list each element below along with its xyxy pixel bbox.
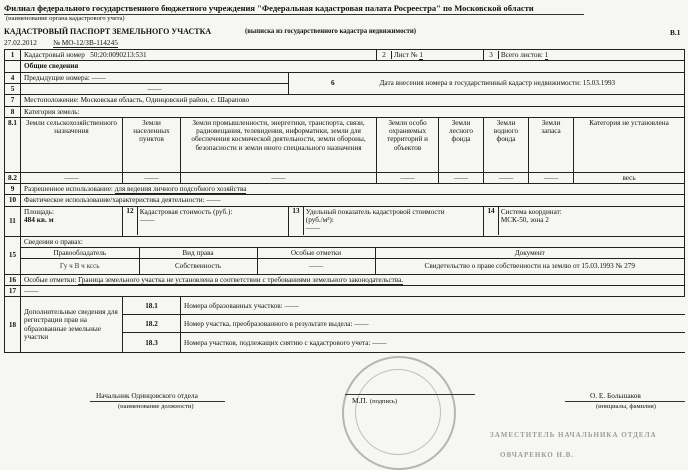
- land-category-label: Категория земель:: [21, 106, 685, 117]
- row1-num: 1: [5, 50, 21, 61]
- coord-system-label: Система координат:: [500, 207, 562, 216]
- rights-type: Собственность: [139, 259, 257, 274]
- rights-marks: ——: [257, 259, 375, 274]
- cadastral-value-label: Кадастровая стоимость (руб.):: [139, 207, 233, 216]
- rights-label: Сведения о правах:: [24, 237, 83, 246]
- row5-num: 5: [5, 83, 21, 94]
- faint-deputy-stamp: ЗАМЕСТИТЕЛЬ НАЧАЛЬНИКА ОТДЕЛА: [490, 431, 657, 439]
- row3-num: 3: [484, 51, 499, 59]
- category-value: ——: [21, 172, 123, 183]
- sheet-label: Лист №: [393, 51, 418, 59]
- additional-info-label: Дополнительные сведения для регистрации прав на образованные земельные участки: [21, 297, 123, 353]
- org-line: Филиал федерального государственного бюджетного учреждения "Федеральная кадастровая палата Росреестра" по Московской области: [4, 3, 534, 13]
- rights-owner: Гу ч В ч кссь: [21, 259, 139, 274]
- row15-num: 15: [5, 236, 21, 274]
- row181-num: 18.1: [123, 297, 181, 315]
- row182-num: 18.2: [123, 315, 181, 333]
- special-marks-label: Особые отметки:: [24, 275, 77, 284]
- actual-use-value: ——: [206, 196, 221, 205]
- total-sheets-label: Всего листов:: [500, 51, 543, 59]
- category-value: ——: [377, 172, 439, 183]
- unit-value: ——: [305, 224, 321, 233]
- prev-numbers-value: ——: [91, 73, 106, 82]
- doc-title: КАДАСТРОВЫЙ ПАСПОРТ ЗЕМЕЛЬНОГО УЧАСТКА: [4, 27, 212, 36]
- category-reserve: Земли запаса: [529, 117, 574, 172]
- date-entry-value: 15.03.1993: [582, 79, 616, 88]
- coord-system-value: МСК-50, зона 2: [500, 215, 549, 224]
- faint-name-stamp: ОВЧАРЕНКО Н.В.: [500, 451, 575, 459]
- cadastral-label: Кадастровый номер: [24, 51, 85, 59]
- seal-mark: М.П.: [352, 396, 368, 405]
- location-value: Московская область, Одинцовский район, с. Шарапово: [80, 96, 250, 105]
- row17-num: 17: [5, 285, 21, 296]
- doc-number: № МО-12/ЗВ-114245: [53, 38, 118, 47]
- permitted-use-label: Разрешенное использование:: [24, 185, 113, 194]
- row5-value: ——: [21, 83, 289, 94]
- prev-numbers-label: Предыдущие номера:: [24, 73, 90, 82]
- category-value: ——: [529, 172, 574, 183]
- row6-num: 6: [289, 72, 377, 95]
- removed-parcels-value: ——: [372, 338, 387, 347]
- signer-position-caption: (наименование должности): [118, 403, 194, 410]
- row7-num: 7: [5, 95, 21, 106]
- area-value: 484 кв. м: [24, 214, 54, 224]
- category-industry: Земли промышленности, энергетики, транспорта, связи, радиовещания, телевидения, информатики, земли для обеспечения космической деятельности, земли обороны, безопасности и земли иного специального назначения: [181, 117, 377, 172]
- row4-num: 4: [5, 72, 21, 83]
- rights-owner-header: Правообладатель: [21, 247, 139, 258]
- row14-num: 14: [484, 207, 499, 235]
- category-value: ——: [181, 172, 377, 183]
- signer-name: О. Е. Большаков: [590, 391, 641, 400]
- formed-parcels-label: Номера образованных участков:: [184, 301, 283, 310]
- total-sheets-value: 1: [544, 51, 549, 59]
- row81-num: 8.1: [5, 117, 21, 172]
- category-water: Земли водного фонда: [484, 117, 529, 172]
- row18-num: 18: [5, 297, 21, 353]
- category-settlements: Земли населенных пунктов: [123, 117, 181, 172]
- signer-position: Начальник Одинцовского отдела: [96, 391, 198, 400]
- category-value: ——: [439, 172, 484, 183]
- unit-value-label: Удельный показатель кадастровой стоимости (руб./м²):: [305, 207, 445, 224]
- row12-num: 12: [123, 207, 138, 235]
- category-value: ——: [123, 172, 181, 183]
- rights-doc-header: Документ: [375, 247, 684, 258]
- rights-marks-header: Особые отметки: [257, 247, 375, 258]
- row16-num: 16: [5, 274, 21, 285]
- location-label: Местоположение:: [24, 96, 79, 105]
- permitted-use-value: для ведения личного подсобного хозяйства: [114, 185, 247, 194]
- separated-parcel-label: Номер участка, преобразованного в результате выдела:: [184, 319, 353, 328]
- area-label: Площадь:: [24, 207, 55, 216]
- general-section-title: Общие сведения: [21, 61, 685, 72]
- category-unset: Категория не установлена: [574, 117, 685, 172]
- org-caption: (наименование органа кадастрового учета): [6, 15, 125, 22]
- signer-name-caption: (инициалы, фамилия): [596, 403, 656, 410]
- row8-num: 8: [5, 106, 21, 117]
- rights-type-header: Вид права: [139, 247, 257, 258]
- passport-form: [4, 49, 685, 353]
- row11-num: 11: [5, 206, 21, 236]
- seal-stamp-inner: [355, 369, 441, 455]
- doc-date: 27.02.2012: [4, 38, 37, 47]
- formed-parcels-value: ——: [284, 301, 299, 310]
- cadastral-number: 50:20:0090213:531: [90, 51, 147, 59]
- sheet-value: 1: [419, 51, 423, 59]
- form-code: В.1: [670, 28, 681, 37]
- category-forest: Земли лесного фонда: [439, 117, 484, 172]
- category-value: весь: [574, 172, 685, 183]
- date-entry-label: Дата внесения номера в государственный кадастр недвижимости:: [379, 79, 581, 88]
- cadastral-value: ——: [139, 215, 155, 224]
- special-marks-value: Граница земельного участка не установлена в соответствии с требованиями земельного законодательства.: [78, 275, 404, 284]
- row82-num: 8.2: [5, 172, 21, 183]
- removed-parcels-label: Номера участков, подлежащих снятию с кадастрового учета:: [184, 338, 371, 347]
- doc-subtitle: (выписка из государственного кадастра недвижимости): [245, 28, 417, 35]
- row17-value: ——: [21, 285, 685, 296]
- row13-num: 13: [289, 207, 304, 235]
- row183-num: 18.3: [123, 333, 181, 353]
- category-protected: Земли особо охраняемых территорий и объектов: [377, 117, 439, 172]
- signature-caption: (подпись): [370, 398, 397, 405]
- actual-use-label: Фактическое использование/характеристика деятельности:: [24, 196, 205, 205]
- row2-num: 2: [377, 51, 392, 59]
- category-agri: Земли сельскохозяйственного назначения: [21, 117, 123, 172]
- row9-num: 9: [5, 184, 21, 195]
- row10-num: 10: [5, 195, 21, 206]
- separated-parcel-value: ——: [354, 319, 369, 328]
- category-value: ——: [484, 172, 529, 183]
- rights-doc: Свидетельство о праве собственности на землю от 15.03.1993 № 279: [375, 259, 684, 274]
